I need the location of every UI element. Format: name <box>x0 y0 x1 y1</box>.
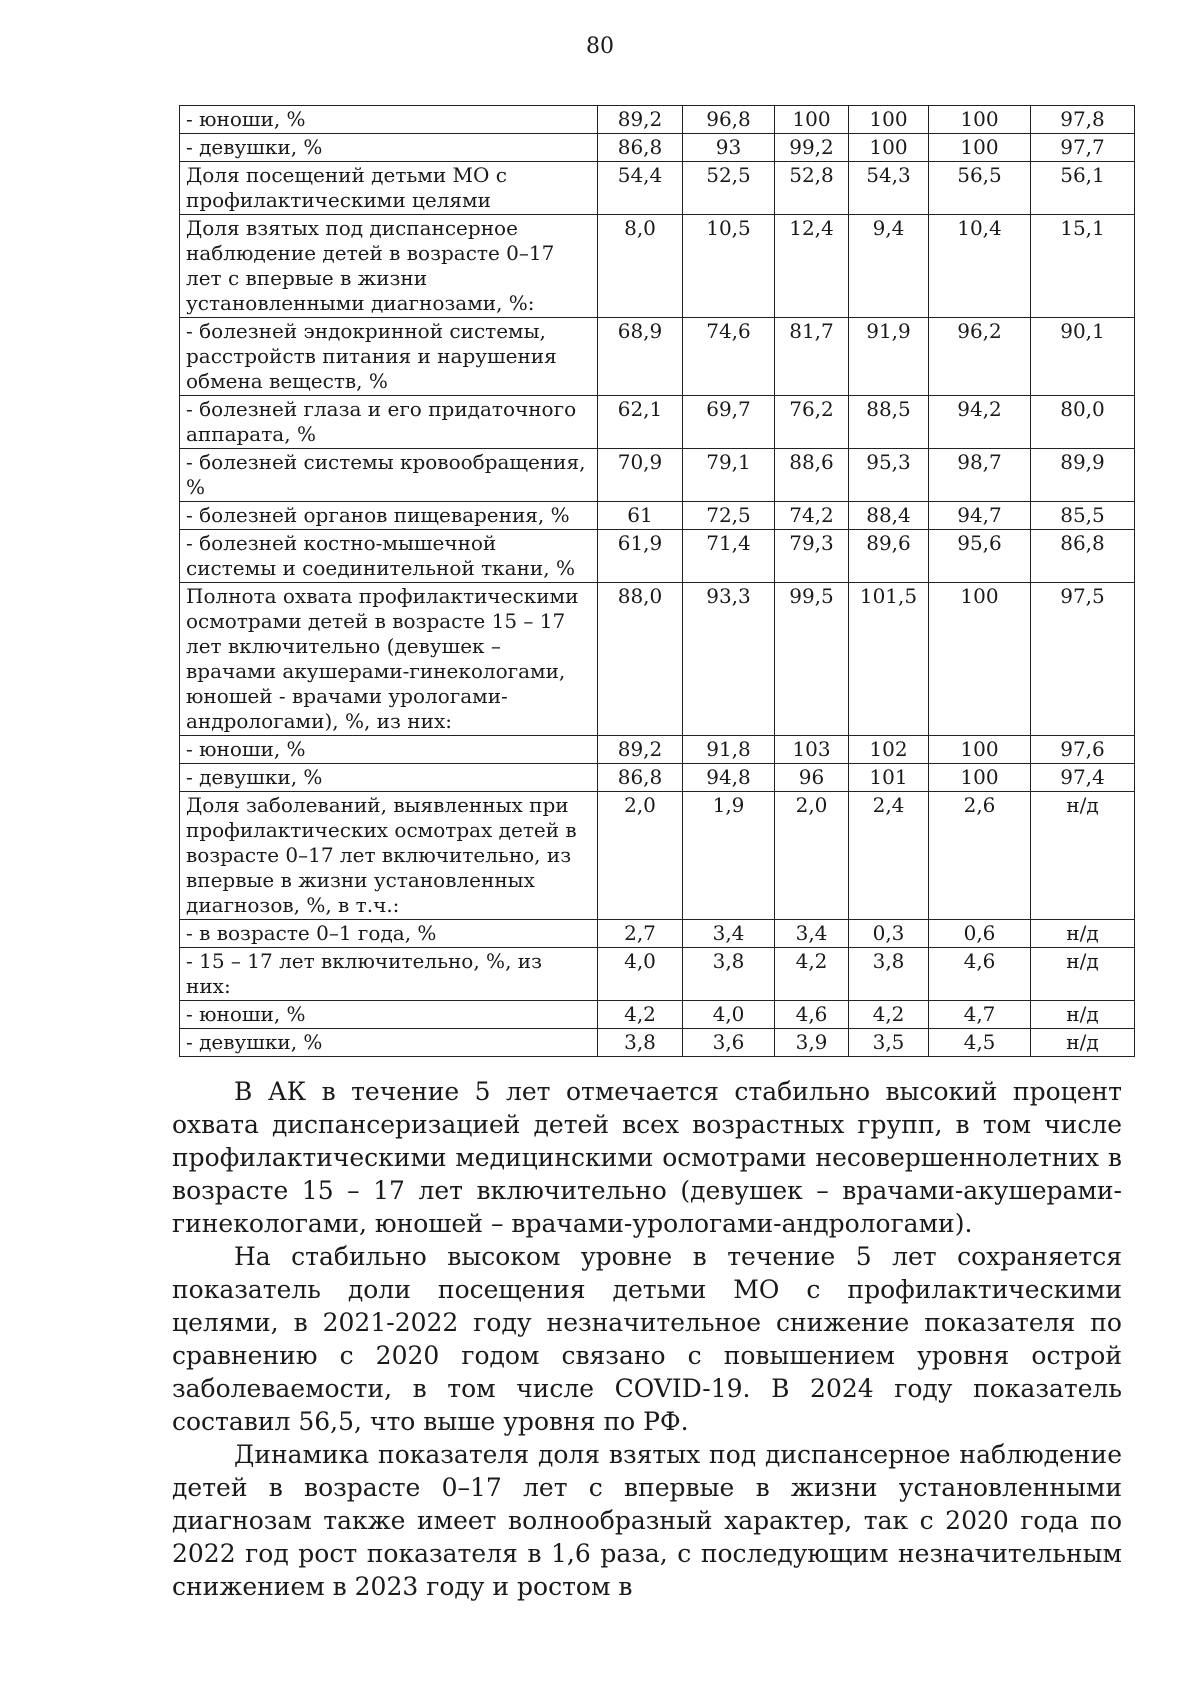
table-row <box>180 1001 1135 1029</box>
table-cell: 4,6 <box>929 948 1031 1001</box>
table-cell: 10,4 <box>929 215 1031 318</box>
table-cell: 0,3 <box>849 920 929 948</box>
table-cell: 101,5 <box>849 583 929 736</box>
table-cell: 52,5 <box>683 162 775 215</box>
table-cell: 97,8 <box>1031 106 1135 134</box>
table-row <box>180 318 1135 396</box>
table-cell: 94,2 <box>929 396 1031 449</box>
table-cell: 100 <box>929 134 1031 162</box>
paragraph: В АК в течение 5 лет отмечается стабильно высокий процент охвата диспансеризацией детей всех возрастных групп, в том числе профилактическими медицинскими осмотрами несовершеннолетних в возрасте 15 – 17 лет включительно (девушек – врачами-акушерами-гинекологами, юношей – врачами-урологами-андрологами). <box>172 1077 1122 1238</box>
row-label: - болезней органов пищеварения, % <box>180 502 598 530</box>
table-cell: н/д <box>1031 1029 1135 1057</box>
table-cell: 101 <box>849 764 929 792</box>
table-cell: 89,2 <box>598 106 683 134</box>
table-row <box>180 764 1135 792</box>
table-cell: 62,1 <box>598 396 683 449</box>
page-number: 80 <box>586 34 614 59</box>
table-cell: 102 <box>849 736 929 764</box>
table-cell: 52,8 <box>775 162 849 215</box>
row-label: Полнота охвата профилактическими осмотрами детей в возрасте 15 – 17 лет включительно (девушек – врачами акушерами-гинекологами, юношей - врачами урологами-андрологами), %, из них: <box>180 583 598 736</box>
table-cell: н/д <box>1031 1001 1135 1029</box>
table-cell: 89,9 <box>1031 449 1135 502</box>
row-label: Доля посещений детьми МО с профилактическими целями <box>180 162 598 215</box>
table-cell: 74,2 <box>775 502 849 530</box>
table-cell: 86,8 <box>598 134 683 162</box>
table-cell: 68,9 <box>598 318 683 396</box>
table-body <box>180 106 1135 1057</box>
table-cell: 70,9 <box>598 449 683 502</box>
table-cell: 97,6 <box>1031 736 1135 764</box>
table-cell: 79,3 <box>775 530 849 583</box>
table-cell: 103 <box>775 736 849 764</box>
table-row <box>180 449 1135 502</box>
table-cell: 3,6 <box>683 1029 775 1057</box>
table-cell: 89,6 <box>849 530 929 583</box>
table-cell: 4,2 <box>849 1001 929 1029</box>
table-cell: 86,8 <box>598 764 683 792</box>
table-cell: 96,8 <box>683 106 775 134</box>
table-cell: 2,0 <box>775 792 849 920</box>
table-cell: 4,5 <box>929 1029 1031 1057</box>
table-cell: 4,0 <box>598 948 683 1001</box>
row-label: - болезней системы кровообращения, % <box>180 449 598 502</box>
table-cell: 93 <box>683 134 775 162</box>
table-row <box>180 396 1135 449</box>
table-cell: 96 <box>775 764 849 792</box>
table-cell: 2,0 <box>598 792 683 920</box>
table-cell: 100 <box>929 583 1031 736</box>
row-label: - в возрасте 0–1 года, % <box>180 920 598 948</box>
table-cell: 88,0 <box>598 583 683 736</box>
table-cell: 61,9 <box>598 530 683 583</box>
table-cell: 86,8 <box>1031 530 1135 583</box>
table-cell: 97,7 <box>1031 134 1135 162</box>
table-cell: 3,8 <box>598 1029 683 1057</box>
table-row <box>180 736 1135 764</box>
row-label: Доля заболеваний, выявленных при профилактических осмотрах детей в возрасте 0–17 лет включительно, из впервые в жизни установленных диагнозов, %, в т.ч.: <box>180 792 598 920</box>
table-cell: 56,5 <box>929 162 1031 215</box>
table-cell: 96,2 <box>929 318 1031 396</box>
table-cell: 90,1 <box>1031 318 1135 396</box>
paragraph: Динамика показателя доля взятых под диспансерное наблюдение детей в возрасте 0–17 лет с впервые в жизни установленными диагнозам также имеет волнообразный характер, так с 2020 года по 2022 год рост показателя в 1,6 раза, с последующим незначительным снижением в 2023 году и ростом в <box>172 1440 1122 1601</box>
table-row <box>180 920 1135 948</box>
table-cell: 3,8 <box>849 948 929 1001</box>
table-cell: 54,3 <box>849 162 929 215</box>
table-cell: 4,0 <box>683 1001 775 1029</box>
table-cell: 88,5 <box>849 396 929 449</box>
table-row <box>180 502 1135 530</box>
table-cell: 12,4 <box>775 215 849 318</box>
table-cell: 100 <box>849 134 929 162</box>
table-cell: 1,9 <box>683 792 775 920</box>
table-cell: 69,7 <box>683 396 775 449</box>
table-row <box>180 530 1135 583</box>
table-cell: 3,4 <box>683 920 775 948</box>
table-cell: 4,7 <box>929 1001 1031 1029</box>
table-cell: н/д <box>1031 920 1135 948</box>
row-label: - девушки, % <box>180 764 598 792</box>
table-cell: 10,5 <box>683 215 775 318</box>
table-cell: 89,2 <box>598 736 683 764</box>
table-cell: 3,8 <box>683 948 775 1001</box>
table-cell: 88,6 <box>775 449 849 502</box>
table-cell: 97,5 <box>1031 583 1135 736</box>
table-cell: 4,2 <box>775 948 849 1001</box>
table-cell: 54,4 <box>598 162 683 215</box>
table-cell: 99,5 <box>775 583 849 736</box>
row-label: - юноши, % <box>180 736 598 764</box>
table-cell: 9,4 <box>849 215 929 318</box>
table-cell: 100 <box>929 736 1031 764</box>
table-cell: 93,3 <box>683 583 775 736</box>
table-cell: 3,4 <box>775 920 849 948</box>
table-cell: 91,9 <box>849 318 929 396</box>
table-cell: 98,7 <box>929 449 1031 502</box>
table-cell: 0,6 <box>929 920 1031 948</box>
row-label: - девушки, % <box>180 1029 598 1057</box>
indicators-table <box>179 105 1135 1057</box>
table-cell: 3,5 <box>849 1029 929 1057</box>
row-label: - болезней глаза и его придаточного аппарата, % <box>180 396 598 449</box>
table-cell: 97,4 <box>1031 764 1135 792</box>
table-cell: 8,0 <box>598 215 683 318</box>
table-row <box>180 792 1135 920</box>
table-cell: 76,2 <box>775 396 849 449</box>
table-cell: 88,4 <box>849 502 929 530</box>
table-cell: 94,8 <box>683 764 775 792</box>
table-row <box>180 134 1135 162</box>
table-cell: 95,6 <box>929 530 1031 583</box>
table-row <box>180 1029 1135 1057</box>
table-cell: 3,9 <box>775 1029 849 1057</box>
paragraph: На стабильно высоком уровне в течение 5 лет сохраняется показатель доли посещения детьми МО с профилактическими целями, в 2021-2022 году незначительное снижение показателя по сравнению с 2020 годом связано с повышением уровня острой заболеваемости, в том числе COVID-19. В 2024 году показатель составил 56,5, что выше уровня по РФ. <box>172 1242 1122 1436</box>
table-cell: н/д <box>1031 792 1135 920</box>
table-cell: 72,5 <box>683 502 775 530</box>
row-label: - девушки, % <box>180 134 598 162</box>
table-cell: н/д <box>1031 948 1135 1001</box>
table-row <box>180 106 1135 134</box>
table-cell: 61 <box>598 502 683 530</box>
table-cell: 56,1 <box>1031 162 1135 215</box>
table-cell: 80,0 <box>1031 396 1135 449</box>
row-label: Доля взятых под диспансерное наблюдение детей в возрасте 0–17 лет с впервые в жизни установленными диагнозами, %: <box>180 215 598 318</box>
table-row <box>180 215 1135 318</box>
row-label: - болезней эндокринной системы, расстройств питания и нарушения обмена веществ, % <box>180 318 598 396</box>
body-text <box>172 1075 1122 1603</box>
table-cell: 15,1 <box>1031 215 1135 318</box>
table-cell: 100 <box>849 106 929 134</box>
table-cell: 71,4 <box>683 530 775 583</box>
table-cell: 74,6 <box>683 318 775 396</box>
table-cell: 81,7 <box>775 318 849 396</box>
row-label: - 15 – 17 лет включительно, %, из них: <box>180 948 598 1001</box>
table-cell: 85,5 <box>1031 502 1135 530</box>
table-cell: 100 <box>775 106 849 134</box>
row-label: - юноши, % <box>180 106 598 134</box>
row-label: - болезней костно-мышечной системы и соединительной ткани, % <box>180 530 598 583</box>
table-cell: 100 <box>929 764 1031 792</box>
table-cell: 2,4 <box>849 792 929 920</box>
table-cell: 2,6 <box>929 792 1031 920</box>
table-cell: 4,6 <box>775 1001 849 1029</box>
table-cell: 4,2 <box>598 1001 683 1029</box>
table-cell: 91,8 <box>683 736 775 764</box>
table-cell: 2,7 <box>598 920 683 948</box>
table-row <box>180 948 1135 1001</box>
table-cell: 94,7 <box>929 502 1031 530</box>
table-row <box>180 583 1135 736</box>
row-label: - юноши, % <box>180 1001 598 1029</box>
table-cell: 79,1 <box>683 449 775 502</box>
table-cell: 95,3 <box>849 449 929 502</box>
table-row <box>180 162 1135 215</box>
table-cell: 99,2 <box>775 134 849 162</box>
table-cell: 100 <box>929 106 1031 134</box>
